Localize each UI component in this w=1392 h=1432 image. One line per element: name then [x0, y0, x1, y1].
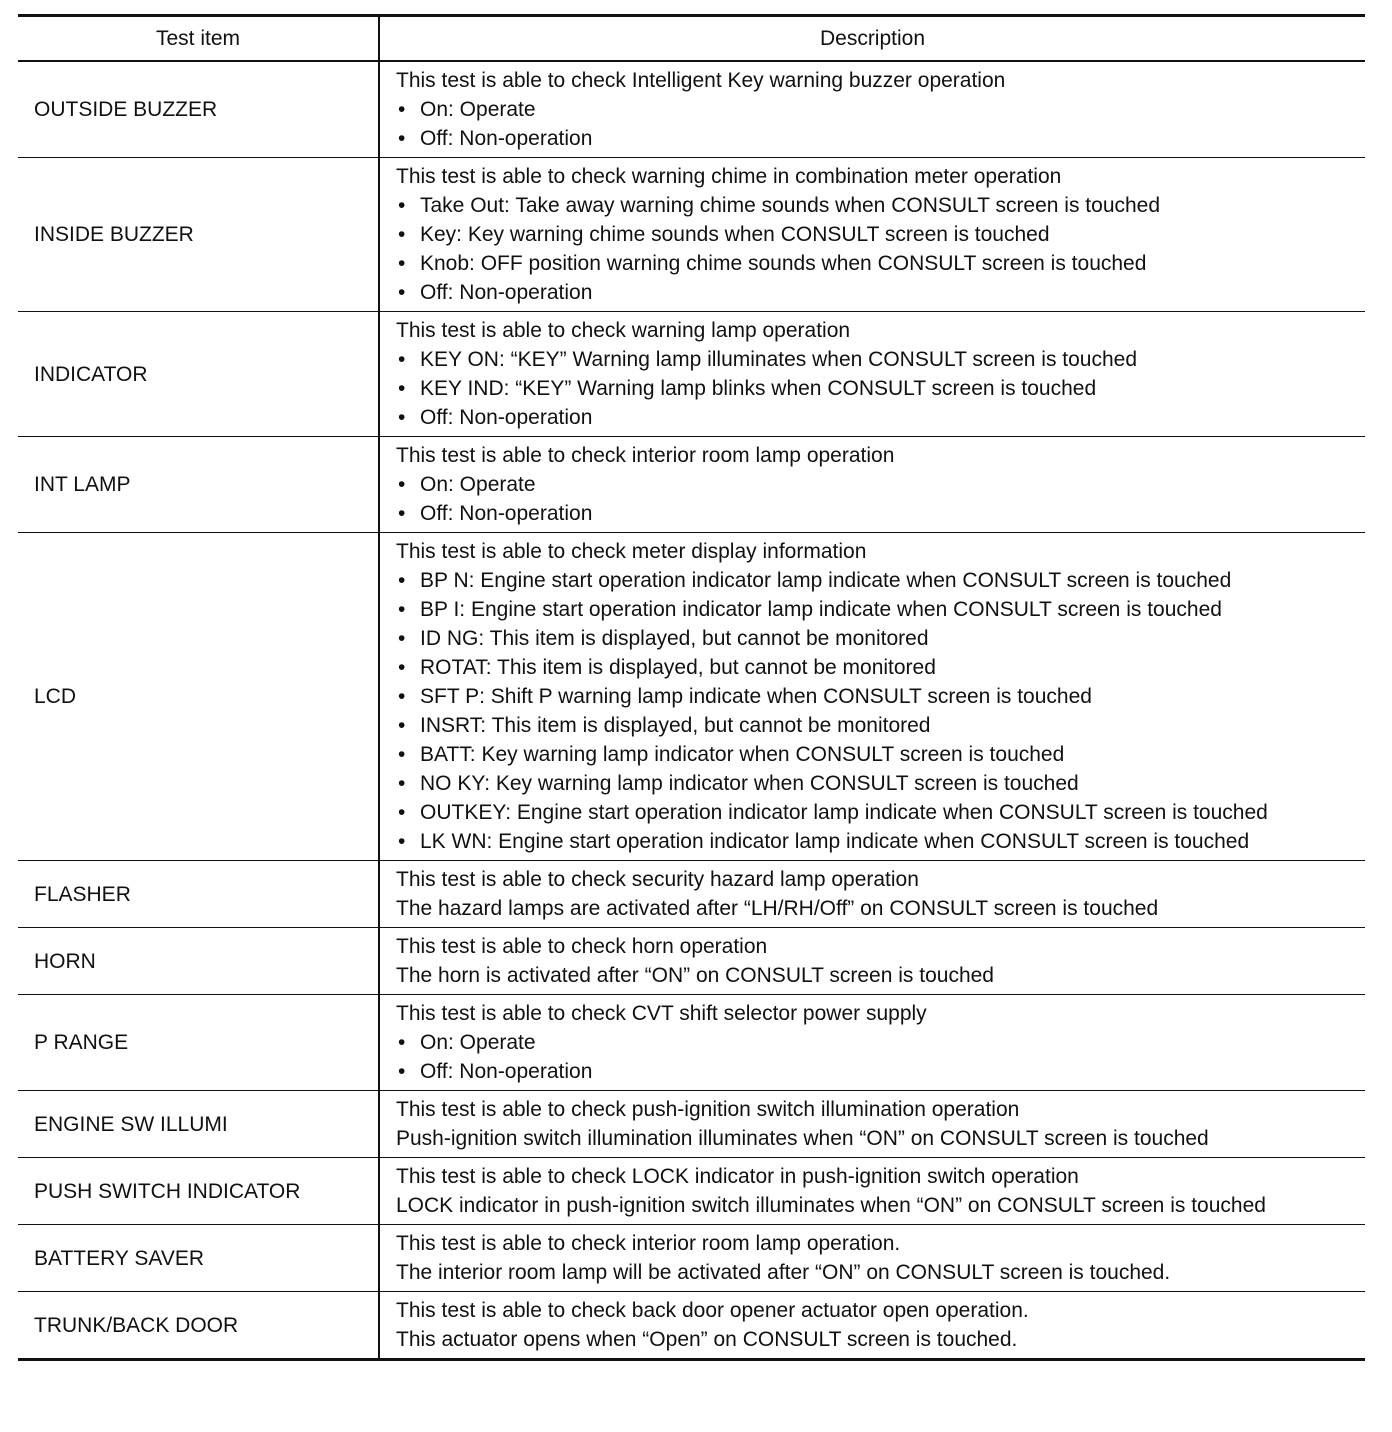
description-bullet-list: [396, 470, 1359, 528]
table-row: [18, 861, 1365, 928]
description-bullet-item: • On: Operate: [396, 1028, 1359, 1057]
description-line: Push-ignition switch illumination illuminates when “ON” on CONSULT screen is touched: [396, 1127, 1209, 1150]
description-bullet-item: • Off: Non-operation: [396, 124, 1359, 153]
description-line: This test is able to check CVT shift selector power supply: [396, 1002, 927, 1025]
description-bullet-item: • On: Operate: [396, 470, 1359, 499]
description-line: The interior room lamp will be activated after “ON” on CONSULT screen is touched.: [396, 1261, 1171, 1284]
test-item-cell: P RANGE: [18, 995, 379, 1091]
description-bullet-item: • Take Out: Take away warning chime sounds when CONSULT screen is touched: [396, 191, 1359, 220]
description-cell: [379, 158, 1365, 312]
description-bullet-list: [396, 1028, 1359, 1086]
description-bullet-item: • On: Operate: [396, 95, 1359, 124]
table-row: [18, 1091, 1365, 1158]
description-line: The horn is activated after “ON” on CONSULT screen is touched: [396, 964, 994, 987]
description-bullet-item: • Key: Key warning chime sounds when CONSULT screen is touched: [396, 220, 1359, 249]
test-item-cell: INSIDE BUZZER: [18, 158, 379, 312]
description-bullet-item: • BP I: Engine start operation indicator lamp indicate when CONSULT screen is touched: [396, 595, 1359, 624]
description-cell: [379, 928, 1365, 995]
table-row: [18, 158, 1365, 312]
description-line: This test is able to check interior room lamp operation: [396, 444, 895, 467]
description-bullet-list: [396, 566, 1359, 856]
description-bullet-item: • INSRT: This item is displayed, but cannot be monitored: [396, 711, 1359, 740]
description-bullet-item: • OUTKEY: Engine start operation indicator lamp indicate when CONSULT screen is touched: [396, 798, 1359, 827]
description-cell: [379, 1091, 1365, 1158]
description-line: This test is able to check back door opener actuator open operation.: [396, 1299, 1029, 1322]
active-test-table-container: [18, 14, 1365, 1361]
table-row: [18, 437, 1365, 533]
description-bullet-item: • LK WN: Engine start operation indicator lamp indicate when CONSULT screen is touched: [396, 827, 1359, 856]
description-line: This actuator opens when “Open” on CONSULT screen is touched.: [396, 1328, 1018, 1351]
description-bullet-item: • Off: Non-operation: [396, 499, 1359, 528]
description-bullet-item: • SFT P: Shift P warning lamp indicate when CONSULT screen is touched: [396, 682, 1359, 711]
description-line: This test is able to check Intelligent Key warning buzzer operation: [396, 69, 1006, 92]
test-item-cell: INT LAMP: [18, 437, 379, 533]
test-item-cell: HORN: [18, 928, 379, 995]
header-description: Description: [379, 16, 1365, 62]
description-bullet-item: • ID NG: This item is displayed, but cannot be monitored: [396, 624, 1359, 653]
test-item-cell: FLASHER: [18, 861, 379, 928]
description-cell: [379, 533, 1365, 861]
table-row: [18, 995, 1365, 1091]
description-bullet-item: • Knob: OFF position warning chime sounds when CONSULT screen is touched: [396, 249, 1359, 278]
description-bullet-item: • NO KY: Key warning lamp indicator when CONSULT screen is touched: [396, 769, 1359, 798]
description-cell: [379, 1225, 1365, 1292]
test-item-cell: OUTSIDE BUZZER: [18, 61, 379, 158]
test-item-cell: LCD: [18, 533, 379, 861]
test-item-cell: TRUNK/BACK DOOR: [18, 1292, 379, 1360]
description-line: This test is able to check warning lamp operation: [396, 319, 851, 342]
table-body: [18, 61, 1365, 1360]
test-item-cell: BATTERY SAVER: [18, 1225, 379, 1292]
description-cell: [379, 1292, 1365, 1360]
description-cell: [379, 861, 1365, 928]
table-row: [18, 928, 1365, 995]
description-line: The hazard lamps are activated after “LH/RH/Off” on CONSULT screen is touched: [396, 897, 1159, 920]
description-cell: [379, 995, 1365, 1091]
description-bullet-item: • Off: Non-operation: [396, 403, 1359, 432]
description-line: This test is able to check warning chime in combination meter operation: [396, 165, 1062, 188]
active-test-table: [18, 14, 1365, 1361]
test-item-cell: INDICATOR: [18, 312, 379, 437]
description-bullet-item: • ROTAT: This item is displayed, but cannot be monitored: [396, 653, 1359, 682]
description-line: This test is able to check horn operation: [396, 935, 768, 958]
description-cell: [379, 312, 1365, 437]
table-row: [18, 1225, 1365, 1292]
description-bullet-item: • Off: Non-operation: [396, 1057, 1359, 1086]
description-line: This test is able to check interior room lamp operation.: [396, 1232, 901, 1255]
description-bullet-item: • KEY IND: “KEY” Warning lamp blinks when CONSULT screen is touched: [396, 374, 1359, 403]
test-item-cell: PUSH SWITCH INDICATOR: [18, 1158, 379, 1225]
description-bullet-list: [396, 95, 1359, 153]
description-bullet-item: • KEY ON: “KEY” Warning lamp illuminates when CONSULT screen is touched: [396, 345, 1359, 374]
description-line: LOCK indicator in push-ignition switch illuminates when “ON” on CONSULT screen is touched: [396, 1194, 1266, 1217]
description-line: This test is able to check meter display information: [396, 540, 867, 563]
description-line: This test is able to check LOCK indicator in push-ignition switch operation: [396, 1165, 1079, 1188]
table-row: [18, 1158, 1365, 1225]
table-row: [18, 1292, 1365, 1360]
description-bullet-list: [396, 345, 1359, 432]
table-row: [18, 61, 1365, 158]
description-cell: [379, 61, 1365, 158]
table-row: [18, 312, 1365, 437]
description-bullet-item: • BP N: Engine start operation indicator lamp indicate when CONSULT screen is touched: [396, 566, 1359, 595]
description-line: This test is able to check security hazard lamp operation: [396, 868, 919, 891]
table-header-row: [18, 16, 1365, 62]
description-line: This test is able to check push-ignition switch illumination operation: [396, 1098, 1020, 1121]
description-bullet-list: [396, 191, 1359, 307]
table-row: [18, 533, 1365, 861]
description-bullet-item: • BATT: Key warning lamp indicator when CONSULT screen is touched: [396, 740, 1359, 769]
description-bullet-item: • Off: Non-operation: [396, 278, 1359, 307]
description-cell: [379, 437, 1365, 533]
header-test-item: Test item: [18, 16, 379, 62]
description-cell: [379, 1158, 1365, 1225]
test-item-cell: ENGINE SW ILLUMI: [18, 1091, 379, 1158]
